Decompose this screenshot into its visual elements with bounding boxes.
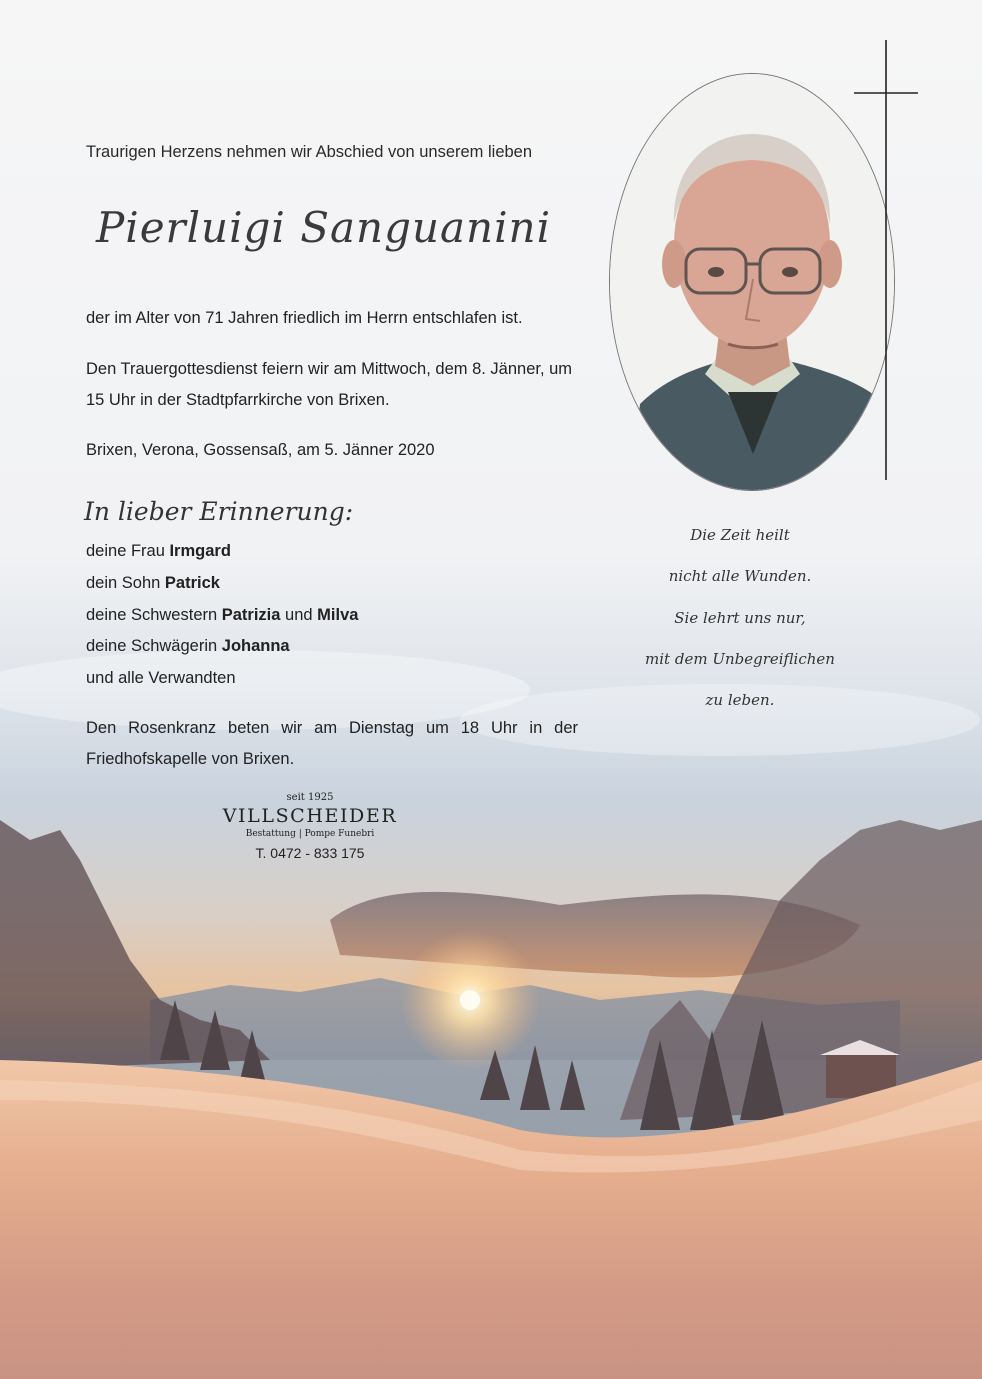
portrait-photo (609, 73, 895, 491)
quote-line: Die Zeit heilt (690, 526, 790, 544)
mourners-list (86, 536, 358, 695)
mourner-item: und alle Verwandten (86, 669, 236, 688)
mourner-item: dein Sohn Patrick (86, 573, 220, 592)
memory-heading: In lieber Erinnerung: (84, 497, 354, 526)
age-line: der im Alter von 71 Jahren friedlich im Herrn entschlafen ist. (86, 309, 523, 327)
cross-icon (854, 40, 918, 480)
funeral-home-phone: T. 0472 - 833 175 (255, 845, 365, 861)
quote-line: zu leben. (705, 691, 775, 710)
mourner-item: deine Frau Irmgard (86, 542, 231, 560)
funeral-home-brand: VILLSCHEIDER (222, 805, 398, 827)
intro-line: Traurigen Herzens nehmen wir Abschied von unserem lieben (86, 143, 533, 161)
mourner-item: deine Schwestern Patrizia und Milva (86, 605, 359, 624)
quote-line: Sie lehrt uns nur, (674, 608, 806, 627)
rosary-line: Den Rosenkranz beten wir am Dienstag um 18 Uhr in der Friedhofskapelle von Brixen. (86, 719, 578, 768)
funeral-home-logo (210, 792, 410, 861)
memorial-quote (620, 515, 860, 721)
mourner-item: deine Schwägerin Johanna (86, 637, 290, 656)
funeral-home-since: seit 1925 (286, 792, 334, 803)
quote-line: mit dem Unbegreiflichen (645, 649, 835, 668)
service-line: Den Trauergottesdienst feiern wir am Mittwoch, dem 8. Jänner, um 15 Uhr in der Stadtpfarrkirche von Brixen. (86, 360, 573, 409)
funeral-home-subtitle: Bestattung | Pompe Funebri (245, 829, 375, 839)
deceased-name: Pierluigi Sanguanini (96, 203, 552, 252)
quote-line: nicht alle Wunden. (668, 567, 812, 586)
place-date-line: Brixen, Verona, Gossensaß, am 5. Jänner 2020 (86, 441, 435, 459)
